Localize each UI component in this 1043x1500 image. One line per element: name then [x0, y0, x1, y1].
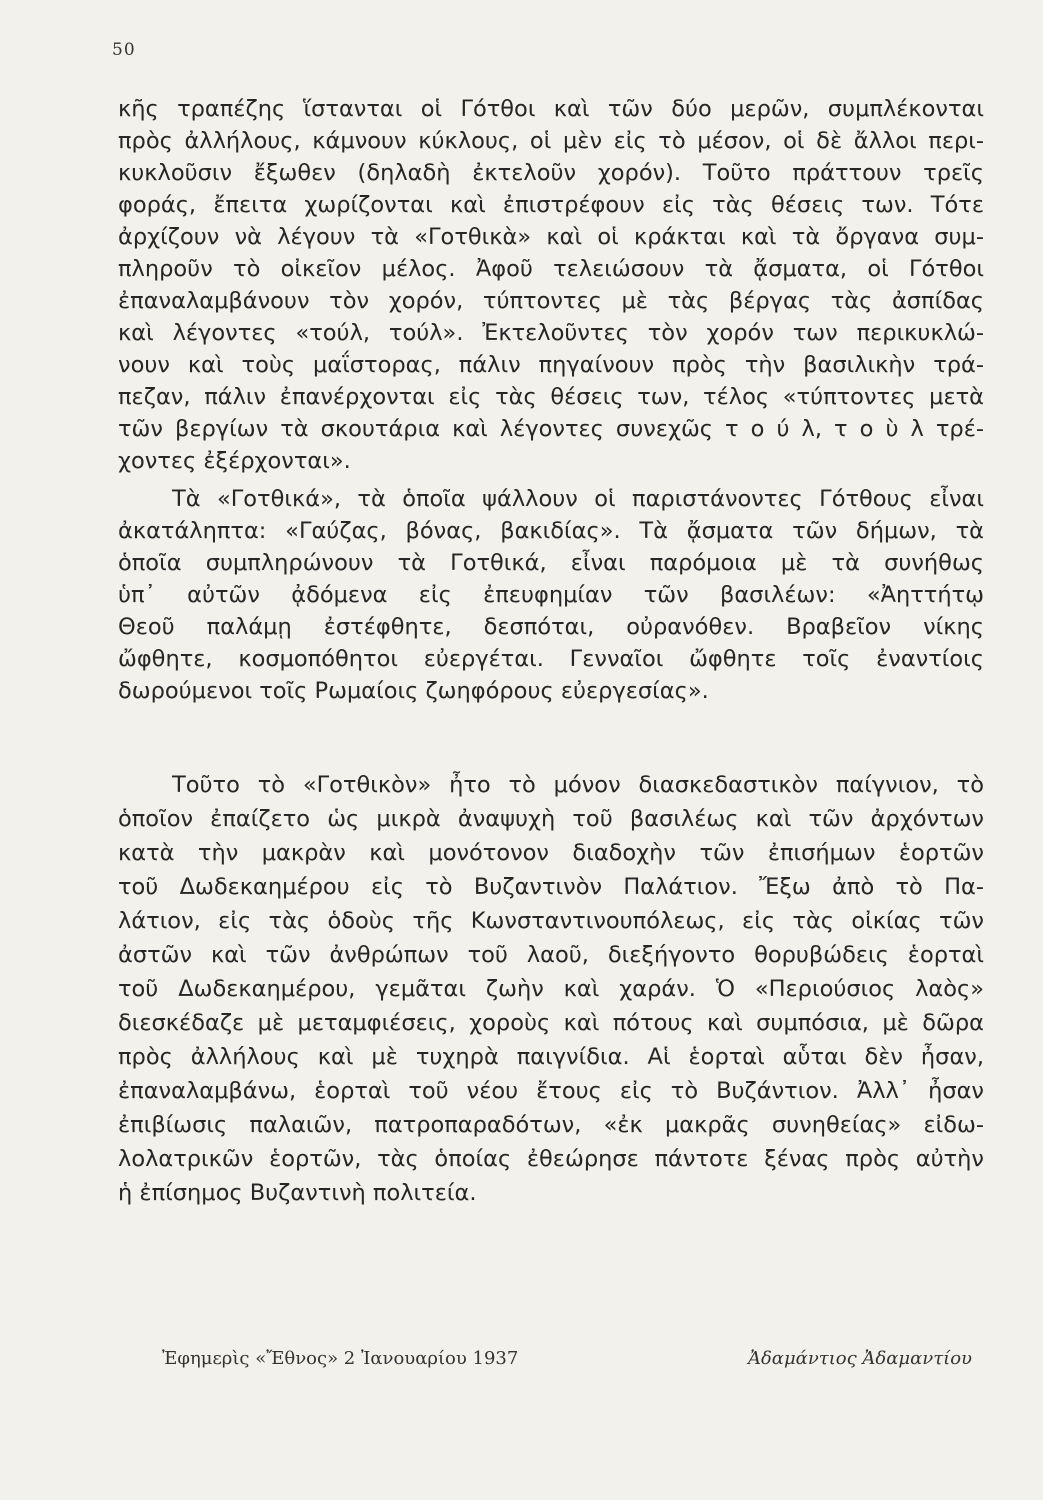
page-number: 50: [112, 40, 136, 60]
text-line: φοράς, ἔπειτα χωρίζονται καὶ ἐπιστρέφουν εἰς τὰς θέσεις των. Τότε: [118, 192, 984, 218]
text-line: ἀκατάληπτα: «Γαύζας, βόνας, βακιδίας». Τὰ ᾄσματα τῶν δήμων, τὰ: [118, 518, 984, 544]
text-line: καὶ λέγοντες «τούλ, τούλ». Ἐκτελοῦντες τὸν χορόν των περικυκλώ-: [118, 320, 984, 346]
text-line: τοῦ Δωδεκαημέρου, γεμᾶται ζωὴν καὶ χαράν. Ὁ «Περιούσιος λαὸς»: [118, 976, 984, 1002]
text-line: τοῦ Δωδεκαημέρου εἰς τὸ Βυζαντινὸν Παλάτιον. Ἔξω ἀπὸ τὸ Πα-: [118, 874, 984, 900]
author-name: Ἀδαμάντιος Ἀδαμαντίου: [747, 1348, 972, 1369]
text-line: τῶν βεργίων τὰ σκουτάρια καὶ λέγοντες συνεχῶς τ ο ύ λ, τ ο ὺ λ τρέ-: [118, 416, 984, 442]
text-line: ὁποῖα συμπληρώνουν τὰ Γοτθικά, εἶναι παρόμοια μὲ τὰ συνήθως: [118, 550, 984, 576]
text-line: λολατρικῶν ἑορτῶν, τὰς ὁποίας ἐθεώρησε πάντοτε ξένας πρὸς αὐτὴν: [118, 1146, 984, 1172]
text-line: Θεοῦ παλάμῃ ἐστέφθητε, δεσπόται, οὐρανόθεν. Βραβεῖον νίκης: [118, 614, 984, 640]
text-line: Τὰ «Γοτθικά», τὰ ὁποῖα ψάλλουν οἱ παριστάνοντες Γότθους εἶναι: [172, 486, 984, 512]
text-line: διεσκέδαζε μὲ μεταμφιέσεις, χοροὺς καὶ πότους καὶ συμπόσια, μὲ δῶρα: [118, 1010, 984, 1036]
text-line: ἐπαναλαμβάνουν τὸν χορόν, τύπτοντες μὲ τὰς βέργας τὰς ἀσπίδας: [118, 288, 984, 314]
text-line: νουν καὶ τοὺς μαΐστορας, πάλιν πηγαίνουν πρὸς τὴν βασιλικὴν τρά-: [118, 352, 984, 378]
text-line: πεζαν, πάλιν ἐπανέρχονται εἰς τὰς θέσεις των, τέλος «τύπτοντες μετὰ: [118, 384, 984, 410]
text-line: ἡ ἐπίσημος Βυζαντινὴ πολιτεία.: [118, 1180, 477, 1206]
text-line: ἀρχίζουν νὰ λέγουν τὰ «Γοτθικὰ» καὶ οἱ κράκται καὶ τὰ ὄργανα συμ-: [118, 224, 984, 250]
text-line: ἐπαναλαμβάνω, ἑορταὶ τοῦ νέου ἔτους εἰς τὸ Βυζάντιον. Ἀλλ᾽ ἦσαν: [118, 1078, 984, 1104]
text-line: πρὸς ἀλλήλους, κάμνουν κύκλους, οἱ μὲν εἰς τὸ μέσον, οἱ δὲ ἄλλοι περι-: [118, 128, 984, 154]
citation-footer: [162, 1348, 972, 1369]
text-line: χοντες ἐξέρχονται».: [118, 448, 351, 474]
text-line: ἐπιβίωσις παλαιῶν, πατροπαραδότων, «ἐκ μακρᾶς συνηθείας» εἰδω-: [118, 1112, 984, 1138]
text-line: Τοῦτο τὸ «Γοτθικὸν» ἦτο τὸ μόνον διασκεδαστικὸν παίγνιον, τὸ: [172, 772, 984, 798]
text-line: ὤφθητε, κοσμοπόθητοι εὐεργέται. Γενναῖοι ὤφθητε τοῖς ἐναντίοις: [118, 646, 984, 672]
text-line: ὑπ᾽ αὐτῶν ᾀδόμενα εἰς ἐπευφημίαν τῶν βασιλέων: «Ἀηττήτῳ: [118, 582, 984, 608]
text-line: κῆς τραπέζης ἵστανται οἱ Γότθοι καὶ τῶν δύο μερῶν, συμπλέκονται: [118, 96, 984, 122]
text-line: πληροῦν τὸ οἰκεῖον μέλος. Ἀφοῦ τελειώσουν τὰ ᾄσματα, οἱ Γότθοι: [118, 256, 984, 282]
text-line: πρὸς ἀλλήλους καὶ μὲ τυχηρὰ παιγνίδια. Αἱ ἑορταὶ αὗται δὲν ἦσαν,: [118, 1044, 984, 1070]
text-line: κατὰ τὴν μακρὰν καὶ μονότονον διαδοχὴν τῶν ἐπισήμων ἑορτῶν: [118, 840, 984, 866]
text-line: ἀστῶν καὶ τῶν ἀνθρώπων τοῦ λαοῦ, διεξήγοντο θορυβώδεις ἑορταὶ: [118, 942, 984, 968]
text-line: λάτιον, εἰς τὰς ὁδοὺς τῆς Κωνσταντινουπόλεως, εἰς τὰς οἰκίας τῶν: [118, 908, 984, 934]
source-citation: Ἐφημερὶς «Ἔθνος» 2 Ἰανουαρίου 1937: [162, 1348, 519, 1369]
text-line: ὁποῖον ἐπαίζετο ὡς μικρὰ ἀναψυχὴ τοῦ βασιλέως καὶ τῶν ἀρχόντων: [118, 806, 984, 832]
text-line: κυκλοῦσιν ἔξωθεν (δηλαδὴ ἐκτελοῦν χορόν). Τοῦτο πράττουν τρεῖς: [118, 160, 984, 186]
text-line: δωρούμενοι τοῖς Ρωμαίοις ζωηφόρους εὐεργεσίας».: [118, 678, 709, 704]
